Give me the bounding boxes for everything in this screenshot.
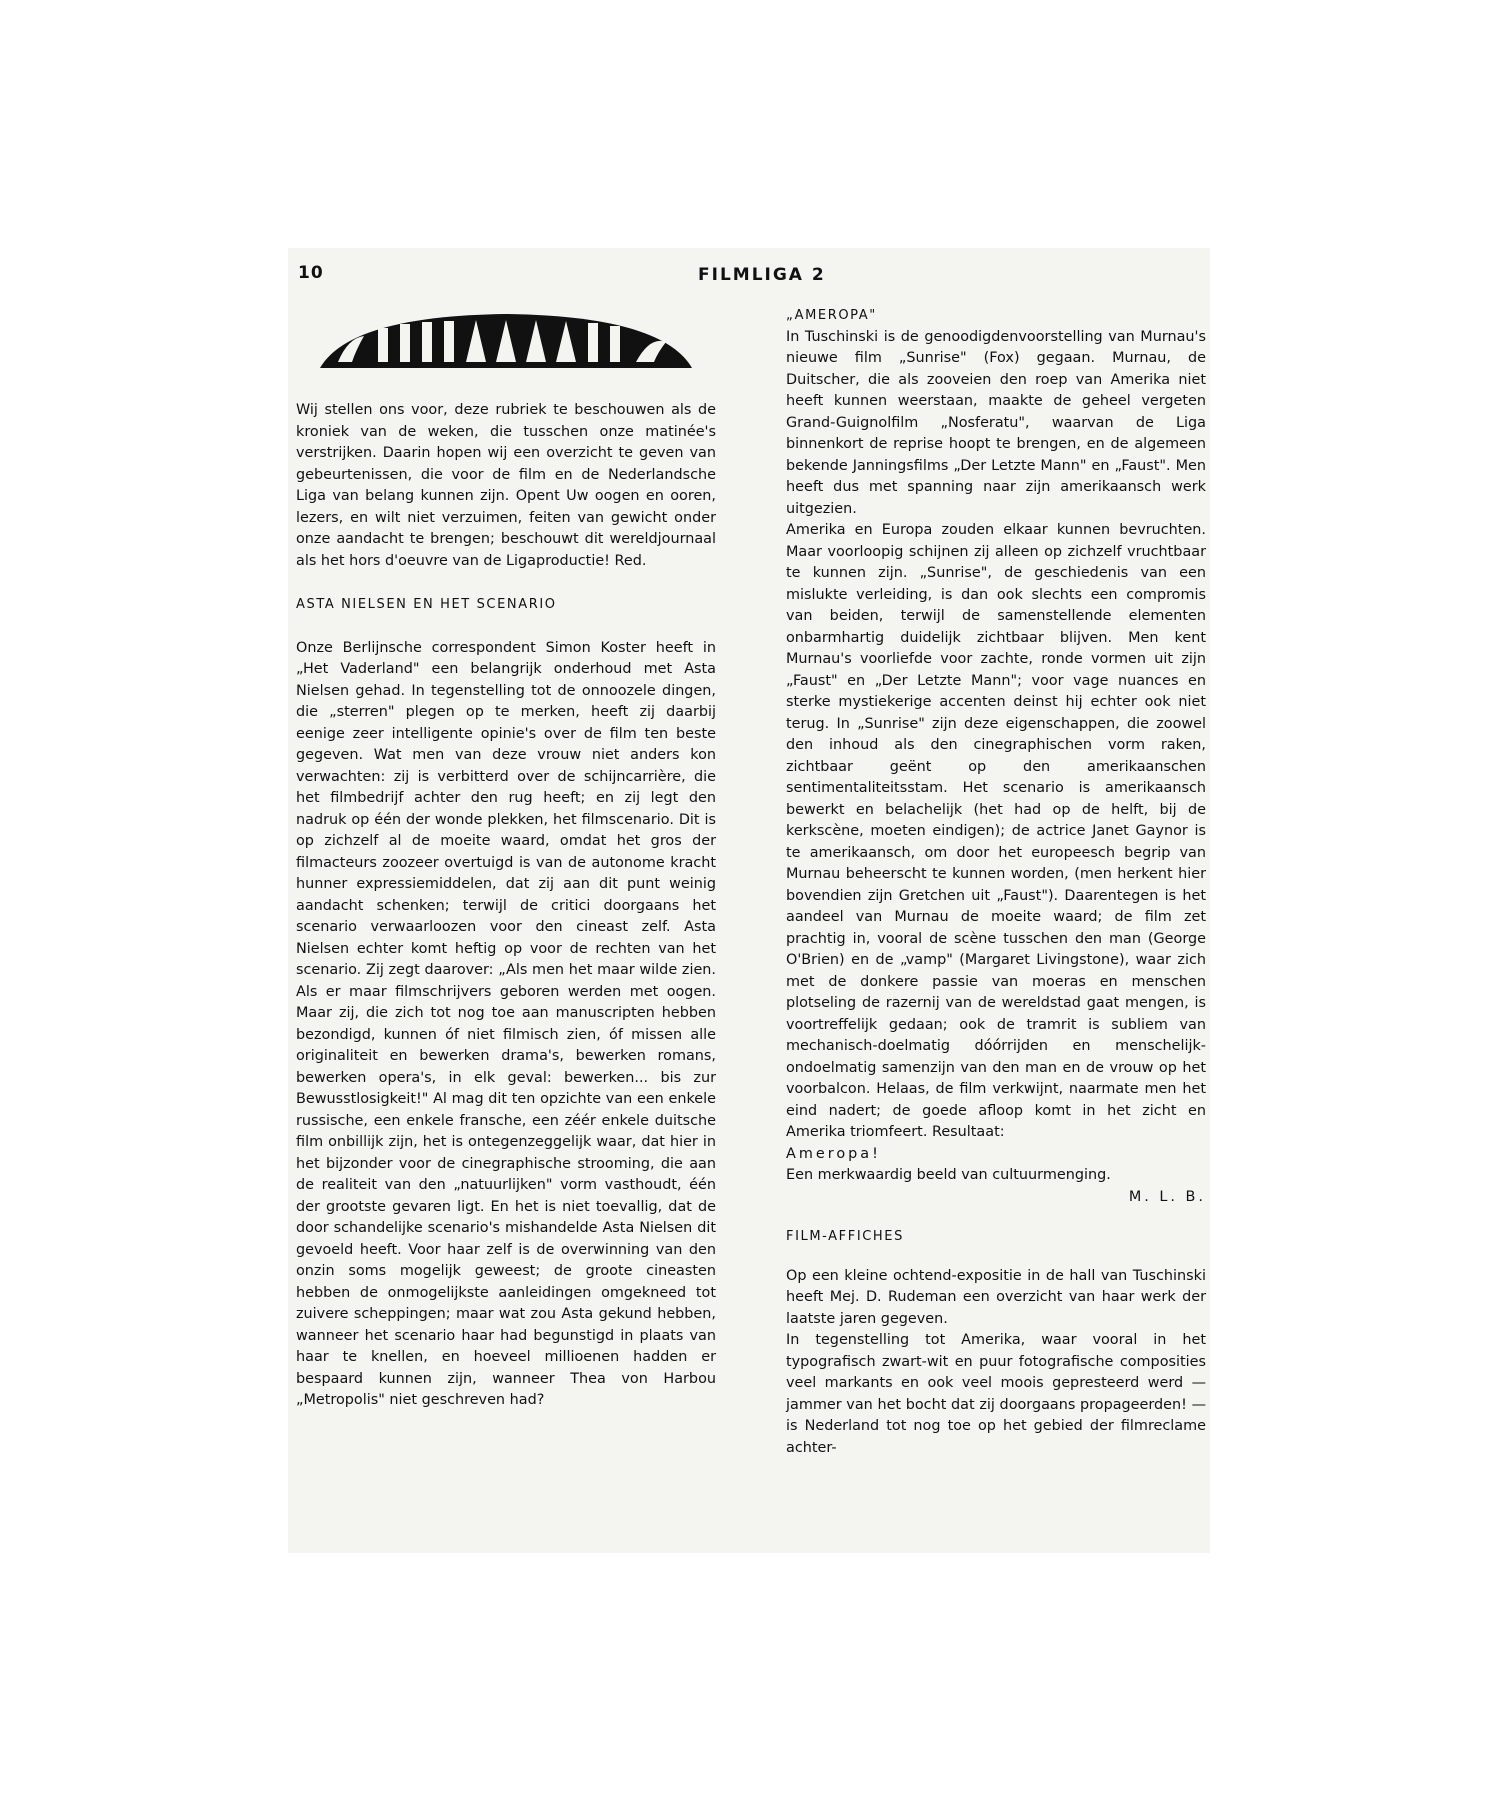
ameropa-paragraph-3: Een merkwaardig beeld van cultuurmenging. xyxy=(786,1167,1111,1183)
ameropa-paragraph-1: In Tuschinski is de genoodigdenvoorstelling van Murnau's nieuwe film „Sunrise" (Fox) gegaan. Murnau, de Duitscher, die als zooveien den roep van Amerika niet heeft kunnen weerstaan, maakte de geheel vergeten Grand-Guignolfilm „Nosferatu", waarvan de Liga binnenkort de reprise hoopt te brengen, en de algemeen bekende Janningsfilms „Der Letzte Mann" en „Faust". Men heeft dus met spanning naar zijn amerikaansch werk uitgezien. xyxy=(786,328,1206,517)
section-heading-ameropa: „AMEROPA" xyxy=(786,308,877,323)
intro-paragraph: Wij stellen ons voor, deze rubriek te beschouwen als de kroniek van de weken, die tusschen onze matinée's verstrijken. Daarin hopen wij een overzicht te geven van gebeurtenissen, die voor de film en de Nederlandsche Liga van belang kunnen zijn. Opent Uw oogen en ooren, lezers, en wilt niet verzuimen, feiten van gewicht onder onze aandacht te brengen; beschouwt dit wereldjournaal als het hors d'oeuvre van de Ligaproductie! Red. xyxy=(296,402,716,569)
running-title: FILMLIGA 2 xyxy=(698,265,826,285)
left-column xyxy=(296,400,716,1412)
author-signature: M. L. B. xyxy=(1128,1188,1206,1205)
film-affiches-paragraph-2: In tegenstelling tot Amerika, waar vooral in het typografisch zwart-wit en puur fotografische composities veel markants en ook veel moois gepresteerd werd — jammer van het bocht dat zij doorgaans propageerden! — is Nederland tot nog toe op het gebied der filmreclame achter- xyxy=(786,1332,1206,1456)
section-heading-asta-nielsen: ASTA NIELSEN EN HET SCENARIO xyxy=(296,597,557,612)
section-heading-film-affiches: FILM-AFFICHES xyxy=(786,1229,904,1244)
right-column xyxy=(786,305,1206,1459)
ameropa-exclamation: Ameropa! xyxy=(786,1145,881,1162)
journaal-logo xyxy=(320,312,692,368)
asta-nielsen-article: Onze Berlijnsche correspondent Simon Koster heeft in „Het Vaderland" een belangrijk onderhoud met Asta Nielsen gehad. In tegenstelling tot de onnoozele dingen, die „sterren" plegen op te merken, heeft zij daarbij eenige zeer intelligente opinie's over de film ten beste gegeven. Wat men van deze vrouw niet anders kon verwachten: zij is verbitterd over de schijncarrière, die het filmbedrijf achter den rug heeft; en zij legt den nadruk op één der wonde plekken, het filmscenario. Dit is op zichzelf al de moeite waard, omdat het gros der filmacteurs zoozeer overtuigd is van de autonome kracht hunner expressiemiddelen, dat zij aan dit punt weinig aandacht schenken; terwijl de critici doorgaans het scenario verwaarloozen voor den cineast zelf. Asta Nielsen echter komt heftig op voor de rechten van het scenario. Zij zegt daarover: „Als men het maar wilde zien. Als er maar filmschrijvers geboren werden met oogen. Maar zij, die zich tot nog toe aan manuscripten hebben bezondigd, kunnen óf niet filmisch zien, óf missen alle originaliteit en bewerken drama's, bewerken romans, bewerken opera's, in elk geval: bewerken... bis zur Bewusstlosigkeit!" Al mag dit ten opzichte van een enkele russische, een enkele fransche, een zéér enkele duitsche film onbillijk zijn, het is ontegenzeggelijk waar, dat hier in het bijzonder voor de cinegraphische strooming, die aan de realiteit van den „natuurlijken" vorm vasthoudt, één der grootste gevaren ligt. En het is niet toevallig, dat de door schandelijke scenario's mishandelde Asta Nielsen dit gevoeld heeft. Voor haar zelf is de overwinning van den onzin soms mogelijk geweest; de groote cineasten hebben de onmogelijkste aanleidingen omgekneed tot zuivere scheppingen; maar wat zou Asta gekund hebben, wanneer het scenario haar had begunstigd in plaats van haar te knellen, en hoeveel millioenen hadden er bespaard kunnen zijn, wanneer Thea von Harbou „Metropolis" niet geschreven had? xyxy=(296,639,716,1408)
film-affiches-paragraph-1: Op een kleine ochtend-expositie in de hall van Tuschinski heeft Mej. D. Rudeman een overzicht van haar werk der laatste jaren gegeven. xyxy=(786,1267,1206,1327)
page-number: 10 xyxy=(298,263,324,283)
ameropa-paragraph-2: Amerika en Europa zouden elkaar kunnen bevruchten. Maar voorloopig schijnen zij alleen op zichzelf vruchtbaar te kunnen zijn. „Sunrise", de geschiedenis van een mislukte verleiding, is dan ook slechts een compromis van beiden, terwijl de samenstellende elementen onbarmhartig duidelijk zichtbaar blijven. Men kent Murnau's voorliefde voor zachte, ronde vormen uit zijn „Faust" en „Der Letzte Mann"; voor vage nuances en sterke mystiekerige accenten deinst hij echter ook niet terug. In „Sunrise" zijn deze eigenschappen, die zoowel den inhoud als den cinegraphischen vorm raken, zichtbaar geënt op den amerikaanschen sentimentaliteitsstam. Het scenario is amerikaansch bewerkt en belachelijk (het had op de helft, bij de kerkscène, moeten eindigen); de actrice Janet Gaynor is te amerikaansch, om door het europeesch begrip van Murnau beheerscht te kunnen worden, (men herkent hier bovendien zijn Gretchen uit „Faust"). Daarentegen is het aandeel van Murnau de moeite waard; de film zet prachtig in, vooral de scène tusschen den man (George O'Brien) en de „vamp" (Margaret Livingstone), waar zich met de donkere passie van moeras en menschen plotseling de razernij van de wereldstad gaat mengen, is voortreffelijk gedaan; ook de tramrit is subliem van mechanisch-doelmatig dóórrijden en menschelijk-ondoelmatig samenzijn van den man en de vrouw op het voorbalcon. Helaas, de film verkwijnt, naarmate men het eind nadert; de goede afloop komt in het zicht en Amerika triomfeert. Resultaat: xyxy=(786,522,1206,1140)
